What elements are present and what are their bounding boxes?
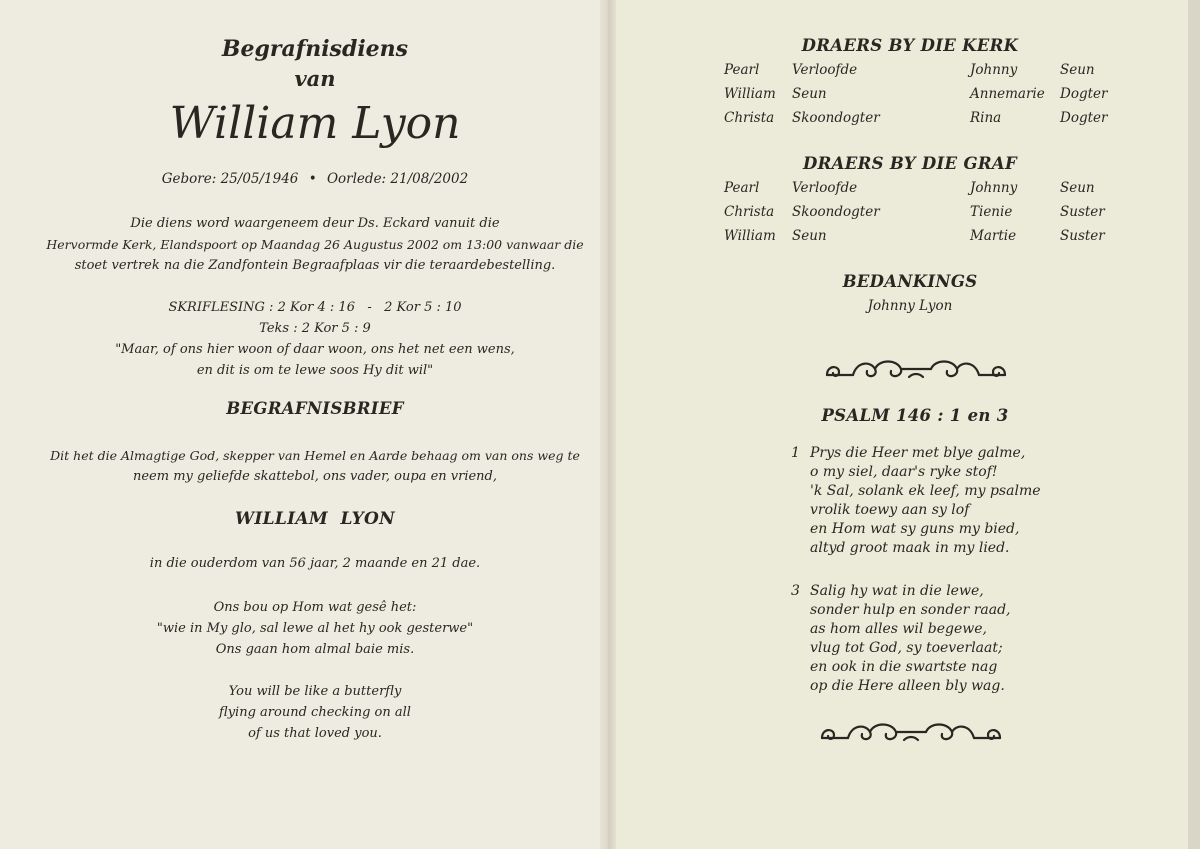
quote-line-3: Ons gaan hom almal baie mis. [215,642,415,657]
deceased-name: William Lyon [169,98,461,149]
stanza-number: 1 [791,445,800,461]
stanza-line: vrolik toewy aan sy lof [810,502,970,518]
grave-row-2-name1: Christa [724,204,775,220]
stanza-line: altyd groot maak in my lied. [810,540,1010,556]
stanza-line: op die Here alleen bly wag. [810,678,1005,694]
grave-row-1-rel1: Verloofde [792,180,858,196]
church-row-1: Pearl [724,62,760,78]
scroll-ornament-bottom-icon [818,718,1004,746]
stanza-number: 3 [791,583,800,599]
church-row-3-rel2: Dogter [1060,110,1108,126]
stanza-line: sonder hulp en sonder raad, [810,602,1011,618]
stanza-line: en Hom wat sy guns my bied, [810,521,1020,537]
letter-line-2: neem my geliefde skattebol, ons vader, oupa en vriend, [132,469,498,484]
scripture-quote-2: en dit is om te lewe soos Hy dit wil" [196,363,434,378]
church-row-3-name1: Christa [724,110,775,126]
church-bearers-heading: DRAERS BY DIE KERK [801,36,1019,55]
grave-bearers-heading: DRAERS BY DIE GRAF [802,154,1018,173]
service-line-3: stoet vertrek na die Zandfontein Begraafplaas vir die teraardebestelling. [74,258,556,273]
age-line: in die ouderdom van 56 jaar, 2 maande en 21 dae. [149,556,481,571]
psalm-stanza-1 [791,444,1041,558]
stanza-line: Salig hy wat in die lewe, [810,583,984,599]
title-line-2: van [294,66,336,91]
grave-row-3-name1: William [724,228,776,244]
stanza-line: 'k Sal, solank ek leef, my psalme [810,483,1041,499]
separator-bullet: • [308,171,317,187]
grave-row-3-rel2: Suster [1060,228,1105,244]
stanza-line: Prys die Heer met blye galme, [810,445,1026,461]
stanza-line: vlug tot God, sy toeverlaat; [810,640,1003,656]
grave-row-2-rel2: Suster [1060,204,1105,220]
stanza-line: en ook in die swartste nag [810,659,998,675]
church-row-3-rel1: Skoondogter [792,110,880,126]
quote-line-1: Ons bou op Hom wat gesê het: [213,600,417,615]
dates-line [100,171,530,187]
stanza-line: o my siel, daar's ryke stof! [810,464,998,480]
psalm-stanza-3 [791,582,1011,696]
grave-row-1-name2: Johnny [970,180,1018,196]
grave-row-1-name1: Pearl [724,180,760,196]
grave-row-3-name2: Martie [970,228,1017,244]
stanza-line: as hom alles wil begewe, [810,621,987,637]
church-row-1-rel1: Verloofde [792,62,858,78]
title-line-1: Begrafnisdiens [221,36,409,62]
grave-row-3-rel1: Seun [792,228,827,244]
page-fold [600,0,616,849]
scripture-reading: SKRIFLESING : 2 Kor 4 : 16 - 2 Kor 5 : 10 [168,300,462,315]
church-row-3-name2: Rina [970,110,1002,126]
butterfly-line-1: You will be like a butterfly [228,684,402,699]
letter-line-1: Dit het die Almagtige God, skepper van Hemel en Aarde behaag om van ons weg te [50,448,580,463]
died-date: Oorlede: 21/08/2002 [326,171,469,187]
church-row-2-name1: William [724,86,776,102]
scripture-text: Teks : 2 Kor 5 : 9 [259,321,371,336]
grave-row-2-rel1: Skoondogter [792,204,880,220]
grave-row-2-name2: Tienie [970,204,1013,220]
thanks-heading: BEDANKINGS [842,272,978,291]
church-row-1-rel2: Seun [1060,62,1095,78]
scroll-ornament-top-icon [823,355,1009,383]
butterfly-line-3: of us that loved you. [248,726,382,741]
church-row-2-name2: Annemarie [970,86,1045,102]
paper-edge [1188,0,1200,849]
butterfly-line-2: flying around checking on all [219,705,411,720]
name-caps: WILLIAM LYON [235,509,395,529]
church-row-1-name2: Johnny [970,62,1018,78]
psalm-heading: PSALM 146 : 1 en 3 [821,406,1009,425]
service-line-2: Hervormde Kerk, Elandspoort op Maandag 26 Augustus 2002 om 13:00 vanwaar die [46,237,584,252]
church-row-2-rel1: Seun [792,86,827,102]
service-line-1: Die diens word waargeneem deur Ds. Eckard vanuit die [130,216,500,231]
grave-row-1-rel2: Seun [1060,180,1095,196]
church-row-2-rel2: Dogter [1060,86,1108,102]
scripture-quote-1: "Maar, of ons hier woon of daar woon, ons het net een wens, [115,342,515,357]
thanks-name: Johnny Lyon [867,298,953,314]
born-date: Gebore: 25/05/1946 [161,171,299,187]
quote-line-2: "wie in My glo, sal lewe al het hy ook gesterwe" [156,621,474,636]
letter-heading: BEGRAFNISBRIEF [226,399,404,418]
